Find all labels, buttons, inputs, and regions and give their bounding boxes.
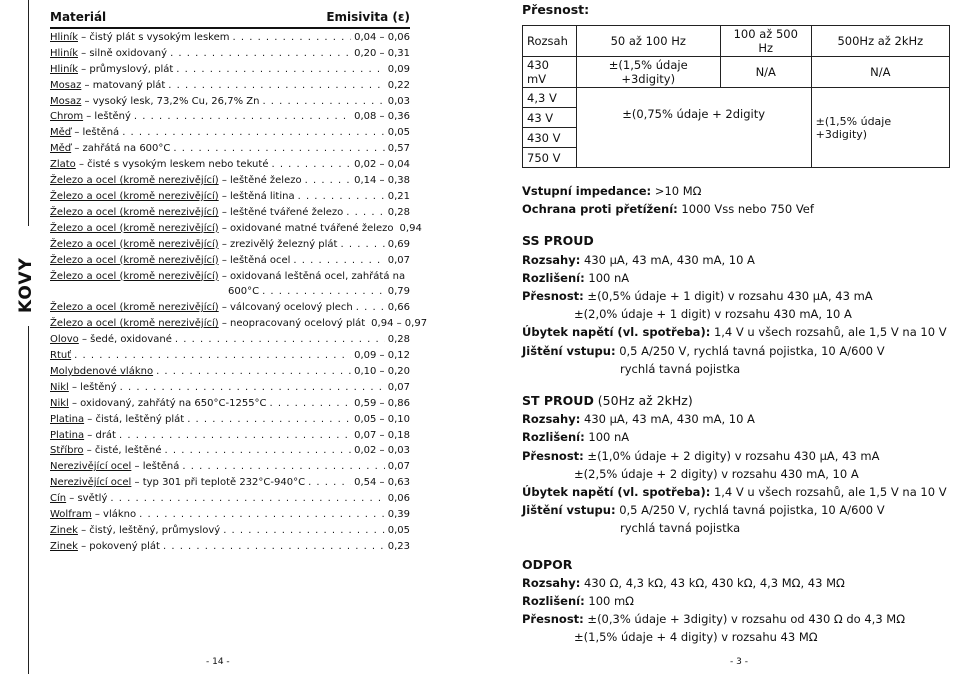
material-name: Platina <box>50 413 85 425</box>
section-tab-label: KOVY <box>16 257 36 313</box>
material-name: Olovo <box>50 334 79 346</box>
table-row <box>50 205 410 221</box>
dot-leader <box>122 125 385 141</box>
emissivity-value: 0,94 <box>399 222 422 234</box>
material-label <box>50 141 170 157</box>
emissivity-table <box>50 10 428 555</box>
table-row <box>50 78 410 94</box>
table-row <box>523 88 950 108</box>
material-label <box>50 364 153 380</box>
material-name: Měď <box>50 127 72 139</box>
range-cell: 43 V <box>523 108 577 128</box>
table-row <box>50 221 422 237</box>
accuracy-value: ±(0,3% údaje + 3digity) v rozsahu od 430 Ω do 4,3 MΩ <box>583 612 906 627</box>
emissivity-value: 0,08 – 0,36 <box>354 111 410 123</box>
emissivity-value: 0,05 <box>387 525 410 536</box>
accuracy-label: Přesnost: <box>522 448 584 463</box>
material-description: – oxidovaný, zahřátý na 650°C-1255°C <box>68 397 267 409</box>
table-row <box>50 396 410 412</box>
emissivity-value: 0,07 <box>387 381 410 393</box>
emissivity-table-header <box>50 10 410 29</box>
accuracy-cell-merged: ±(1,5% údaje +3digity) <box>811 88 949 168</box>
section-title-suffix: (50Hz až 2kHz) <box>593 393 693 409</box>
emissivity-value: 0,21 <box>387 190 410 202</box>
dot-leader <box>119 428 351 444</box>
input-fuse-value-continued: rychlá tavná pojistka <box>620 521 741 536</box>
dot-leader <box>176 62 384 78</box>
emissivity-value: 0,22 <box>387 79 410 91</box>
material-name: Zinek <box>50 540 78 552</box>
emissivity-value: 0,23 <box>387 540 410 552</box>
table-row <box>50 125 410 141</box>
table-row <box>50 475 410 491</box>
accuracy-value-continued: ±(2,0% údaje + 1 digit) v rozsahu 430 mA, 10 A <box>574 307 852 322</box>
material-name: Hliník <box>50 47 78 59</box>
material-name: Nerezivějící ocel <box>50 477 132 489</box>
table-row <box>50 428 410 444</box>
table-row <box>50 30 410 46</box>
accuracy-value: ±(1,0% údaje + 2 digity) v rozsahu 430 µA, 43 mA <box>583 448 880 463</box>
page-number-left: - 14 - <box>206 657 230 667</box>
material-name: Měď <box>50 143 72 155</box>
table-row <box>50 141 410 157</box>
dot-leader <box>270 396 352 412</box>
material-description: – leštěná <box>71 127 120 139</box>
material-name: Železo a ocel (kromě nerezivějící) <box>50 190 219 202</box>
table-row <box>50 491 410 507</box>
table-row <box>50 459 410 475</box>
emissivity-value: 0,54 – 0,63 <box>354 477 410 489</box>
material-label <box>50 269 405 285</box>
material-name: Železo a ocel (kromě nerezivějící) <box>50 175 219 187</box>
material-name: Mosaz <box>50 79 82 91</box>
voltage-drop-value: 1,4 V u všech rozsahů, ale 1,5 V na 10 V <box>710 325 947 340</box>
dot-leader <box>356 300 385 316</box>
input-fuse-value-continued: rychlá tavná pojistka <box>620 361 741 376</box>
section-title: SS PROUD <box>522 233 594 249</box>
table-row <box>50 94 410 110</box>
material-name: Mosaz <box>50 95 82 107</box>
accuracy-cell: ±(1,5% údaje +3digity) <box>576 57 720 88</box>
emissivity-value: 0,02 – 0,03 <box>354 445 410 457</box>
material-description: – světlý <box>66 493 108 505</box>
material-description: – čisté s vysokým leskem nebo tekuté <box>75 159 269 171</box>
material-description: – zrezivělý železný plát <box>218 238 338 250</box>
table-row <box>50 443 410 459</box>
material-description-continued: 600°C <box>228 286 260 298</box>
table-row <box>50 412 410 428</box>
material-description: – leštěný <box>68 381 117 393</box>
material-description: – čistý, leštěný, průmyslový <box>77 525 221 536</box>
accuracy-table <box>522 25 950 168</box>
material-description: – čistý plát s vysokým leskem <box>77 31 230 43</box>
material-name: Nikl <box>50 397 69 409</box>
resolution-label: Rozlišení: <box>522 594 585 609</box>
material-name: Rtuť <box>50 350 72 362</box>
dot-leader <box>134 109 351 125</box>
ranges-value: 430 µA, 43 mA, 430 mA, 10 A <box>580 412 755 427</box>
emissivity-value: 0,05 – 0,10 <box>354 413 410 425</box>
resolution-label: Rozlišení: <box>522 270 585 285</box>
ranges-value: 430 µA, 43 mA, 430 mA, 10 A <box>580 252 755 267</box>
dot-leader <box>262 94 384 110</box>
emissivity-value: 0,39 <box>387 509 410 521</box>
material-label <box>50 125 119 141</box>
table-row <box>50 380 410 396</box>
material-name: Železo a ocel (kromě nerezivějící) <box>50 238 219 250</box>
voltage-drop-value: 1,4 V u všech rozsahů, ale 1,5 V na 10 V <box>710 485 947 500</box>
dot-leader <box>139 507 385 523</box>
range-cell: 750 V <box>523 148 577 168</box>
input-fuse-label: Jištění vstupu: <box>522 343 616 358</box>
dot-leader <box>120 380 385 396</box>
accuracy-label: Přesnost: <box>522 612 584 627</box>
input-impedance-value: >10 MΩ <box>651 184 702 198</box>
table-row <box>50 269 410 285</box>
input-fuse-value: 0,5 A/250 V, rychlá tavná pojistka, 10 A/600 V <box>615 503 885 518</box>
table-row <box>523 57 950 88</box>
emissivity-value: 0,94 – 0,97 <box>371 318 428 330</box>
material-name: Železo a ocel (kromě nerezivějící) <box>50 318 219 330</box>
emissivity-value: 0,09 <box>387 63 410 75</box>
material-label <box>50 332 172 348</box>
header-500hz-2khz: 500Hz až 2kHz <box>811 26 949 57</box>
emissivity-value: 0,07 <box>387 461 410 473</box>
table-row <box>50 316 428 332</box>
material-description: – zahřátá na 600°C <box>71 143 171 155</box>
dot-leader <box>293 253 384 269</box>
material-name: Wolfram <box>50 509 92 521</box>
table-row-continued <box>50 284 410 300</box>
resolution-value: 100 nA <box>584 430 630 445</box>
accuracy-table-header <box>523 26 950 57</box>
material-description: – typ 301 při teplotě 232°C-940°C <box>131 477 306 489</box>
voltage-drop-label: Úbytek napětí (vl. spotřeba): <box>522 325 711 340</box>
emissivity-value: 0,04 – 0,06 <box>354 31 410 43</box>
material-description: – oxidované matné tvářené železo <box>218 222 394 234</box>
table-row <box>50 237 410 253</box>
accuracy-title: Přesnost: <box>522 2 590 17</box>
emissivity-value: 0,79 <box>387 286 410 298</box>
material-label <box>50 30 230 46</box>
material-label <box>50 94 259 110</box>
emissivity-column-header: Emisivita (ε) <box>326 10 410 24</box>
material-label <box>50 46 167 62</box>
accuracy-label: Přesnost: <box>522 289 584 304</box>
emissivity-value: 0,66 <box>387 302 410 314</box>
dot-leader <box>168 78 384 94</box>
page-number-right: - 3 - <box>730 657 748 667</box>
emissivity-value: 0,05 <box>387 127 410 139</box>
material-label <box>50 205 343 221</box>
dot-leader <box>187 412 351 428</box>
material-name: Hliník <box>50 63 78 75</box>
material-label <box>50 428 116 444</box>
resolution-value: 100 mΩ <box>584 594 634 609</box>
header-range: Rozsah <box>523 26 577 57</box>
input-impedance-label: Vstupní impedance: <box>522 184 652 198</box>
dc-current-section <box>522 232 954 378</box>
material-description: – leštěné železo <box>218 175 302 187</box>
material-description: – vlákno <box>91 509 137 521</box>
table-row <box>50 348 410 364</box>
table-row <box>50 173 410 189</box>
side-rule-top <box>28 0 29 226</box>
material-description: – šedé, oxidované <box>78 334 172 346</box>
material-name: Platina <box>50 429 85 441</box>
material-description: – válcovaný ocelový plech <box>218 302 353 314</box>
accuracy-value: ±(0,5% údaje + 1 digit) v rozsahu 430 µA, 43 mA <box>583 289 873 304</box>
range-cell: 4,3 V <box>523 88 577 108</box>
material-label <box>50 316 365 332</box>
material-description: – leštěná <box>131 461 180 473</box>
accuracy-value-continued: ±(2,5% údaje + 2 digity) v rozsahu 430 mA, 10 A <box>574 466 859 481</box>
material-name: Zlato <box>50 159 76 171</box>
dot-leader <box>305 173 352 189</box>
emissivity-value: 0,07 <box>387 254 410 266</box>
material-description: – leštěná ocel <box>218 254 291 266</box>
material-label <box>50 396 267 412</box>
side-rule-bottom <box>28 326 29 674</box>
table-row <box>50 46 410 62</box>
table-row <box>50 332 410 348</box>
material-label <box>50 507 136 523</box>
material-description: – silně oxidovaný <box>77 47 168 59</box>
resistance-section <box>522 556 954 647</box>
material-description: – oxidovaná leštěná ocel, zahřátá na <box>218 270 406 282</box>
material-name: Nikl <box>50 381 69 393</box>
material-description: – čisté, leštěné <box>83 445 162 457</box>
emissivity-value: 0,03 <box>387 95 410 107</box>
emissivity-value: 0,59 – 0,86 <box>354 397 410 409</box>
material-name: Nerezivějící ocel <box>50 461 132 473</box>
dot-leader <box>165 443 352 459</box>
material-label <box>50 523 220 539</box>
dot-leader <box>170 46 351 62</box>
material-label <box>50 443 162 459</box>
material-label <box>50 491 107 507</box>
dot-leader <box>163 539 385 555</box>
emissivity-value: 0,14 – 0,38 <box>354 175 410 187</box>
range-cell: 430 mV <box>523 57 577 88</box>
emissivity-value: 0,57 <box>387 143 410 155</box>
material-label <box>50 539 160 555</box>
dot-leader <box>262 284 385 300</box>
material-name: Hliník <box>50 31 78 43</box>
material-label <box>50 62 173 78</box>
material-label <box>50 412 184 428</box>
material-label <box>50 109 131 125</box>
material-name: Molybdenové vlákno <box>50 365 154 377</box>
material-label <box>50 237 337 253</box>
emissivity-value: 0,28 <box>387 206 410 218</box>
material-description: – pokovený plát <box>77 540 160 552</box>
material-name: Železo a ocel (kromě nerezivějící) <box>50 206 219 218</box>
material-label <box>50 189 295 205</box>
material-label <box>50 157 268 173</box>
table-row <box>50 62 410 78</box>
table-row <box>50 507 410 523</box>
material-label <box>50 380 117 396</box>
table-row <box>50 523 410 539</box>
material-name: Cín <box>50 493 67 505</box>
emissivity-value: 0,69 <box>387 238 410 250</box>
specifications <box>522 0 954 647</box>
material-description: – leštěný <box>83 111 131 123</box>
ranges-value: 430 Ω, 4,3 kΩ, 43 kΩ, 430 kΩ, 4,3 MΩ, 43 MΩ <box>580 575 845 590</box>
header-100-500hz: 100 až 500 Hz <box>720 26 811 57</box>
dot-leader <box>233 30 352 46</box>
table-row <box>50 300 410 316</box>
side-margin <box>0 0 50 674</box>
dot-leader <box>173 141 384 157</box>
dot-leader <box>271 157 351 173</box>
table-row <box>50 157 410 173</box>
ranges-label: Rozsahy: <box>522 575 581 590</box>
table-row <box>50 539 410 555</box>
range-cell: 430 V <box>523 128 577 148</box>
material-label <box>50 300 353 316</box>
ranges-label: Rozsahy: <box>522 252 581 267</box>
material-label <box>50 78 165 94</box>
accuracy-cell: N/A <box>720 57 811 88</box>
material-label <box>50 475 305 491</box>
accuracy-value-continued: ±(1,5% údaje + 4 digity) v rozsahu 43 MΩ <box>574 630 818 645</box>
material-description: – leštěná litina <box>218 190 295 202</box>
table-row <box>50 253 410 269</box>
ranges-label: Rozsahy: <box>522 412 581 427</box>
table-row <box>50 364 410 380</box>
table-row <box>50 109 410 125</box>
input-specs <box>522 182 954 218</box>
material-name: Železo a ocel (kromě nerezivějící) <box>50 302 219 314</box>
material-description: – leštěné tvářené železo <box>218 206 344 218</box>
material-name: Železo a ocel (kromě nerezivějící) <box>50 254 219 266</box>
overload-protection-value: 1000 Vss nebo 750 Vef <box>677 202 814 217</box>
dot-leader <box>182 459 384 475</box>
material-name: Chrom <box>50 111 84 123</box>
dot-leader <box>340 237 384 253</box>
section-title: ST PROUD <box>522 393 594 409</box>
material-name: Zinek <box>50 525 78 536</box>
emissivity-value: 0,02 – 0,04 <box>354 159 410 171</box>
dot-leader <box>74 348 351 364</box>
material-label <box>50 459 179 475</box>
emissivity-value: 0,28 <box>387 334 410 346</box>
material-description: – drát <box>84 429 116 441</box>
table-row <box>50 189 410 205</box>
material-column-header: Materiál <box>50 10 107 24</box>
header-50-100hz: 50 až 100 Hz <box>576 26 720 57</box>
emissivity-rows <box>50 30 428 555</box>
dot-leader <box>308 475 351 491</box>
dot-leader <box>175 332 385 348</box>
resolution-value: 100 nA <box>584 270 630 285</box>
accuracy-cell-merged: ±(0,75% údaje + 2digity <box>576 88 811 168</box>
material-name: Stříbro <box>50 445 84 457</box>
material-name: Železo a ocel (kromě nerezivějící) <box>50 222 219 234</box>
resolution-label: Rozlišení: <box>522 430 585 445</box>
dot-leader <box>346 205 384 221</box>
voltage-drop-label: Úbytek napětí (vl. spotřeba): <box>522 485 711 500</box>
section-title: ODPOR <box>522 556 573 572</box>
dot-leader <box>223 523 385 539</box>
material-label <box>50 221 394 237</box>
material-description: – průmyslový, plát <box>77 63 174 75</box>
material-description: – neopracovaný ocelový plát <box>218 318 366 330</box>
section-tab <box>14 235 46 315</box>
ac-current-section <box>522 392 954 538</box>
material-description: – vysoký lesk, 73,2% Cu, 26,7% Zn <box>81 95 260 107</box>
dot-leader <box>110 491 384 507</box>
material-label <box>50 253 290 269</box>
input-fuse-value: 0,5 A/250 V, rychlá tavná pojistka, 10 A/600 V <box>615 343 885 358</box>
input-fuse-label: Jištění vstupu: <box>522 503 616 518</box>
dot-leader <box>156 364 351 380</box>
emissivity-value: 0,10 – 0,20 <box>354 365 410 377</box>
material-label <box>50 173 302 189</box>
material-description: – matovaný plát <box>81 79 166 91</box>
material-label <box>50 348 71 364</box>
material-description: – čistá, leštěný plát <box>84 413 185 425</box>
emissivity-value: 0,20 – 0,31 <box>354 47 410 59</box>
accuracy-cell: N/A <box>811 57 949 88</box>
emissivity-value: 0,09 – 0,12 <box>354 350 410 362</box>
dot-leader <box>298 189 385 205</box>
emissivity-value: 0,07 – 0,18 <box>354 429 410 441</box>
emissivity-value: 0,06 <box>387 493 410 505</box>
overload-protection-label: Ochrana proti přetížení: <box>522 202 678 217</box>
material-name: Železo a ocel (kromě nerezivějící) <box>50 270 219 282</box>
